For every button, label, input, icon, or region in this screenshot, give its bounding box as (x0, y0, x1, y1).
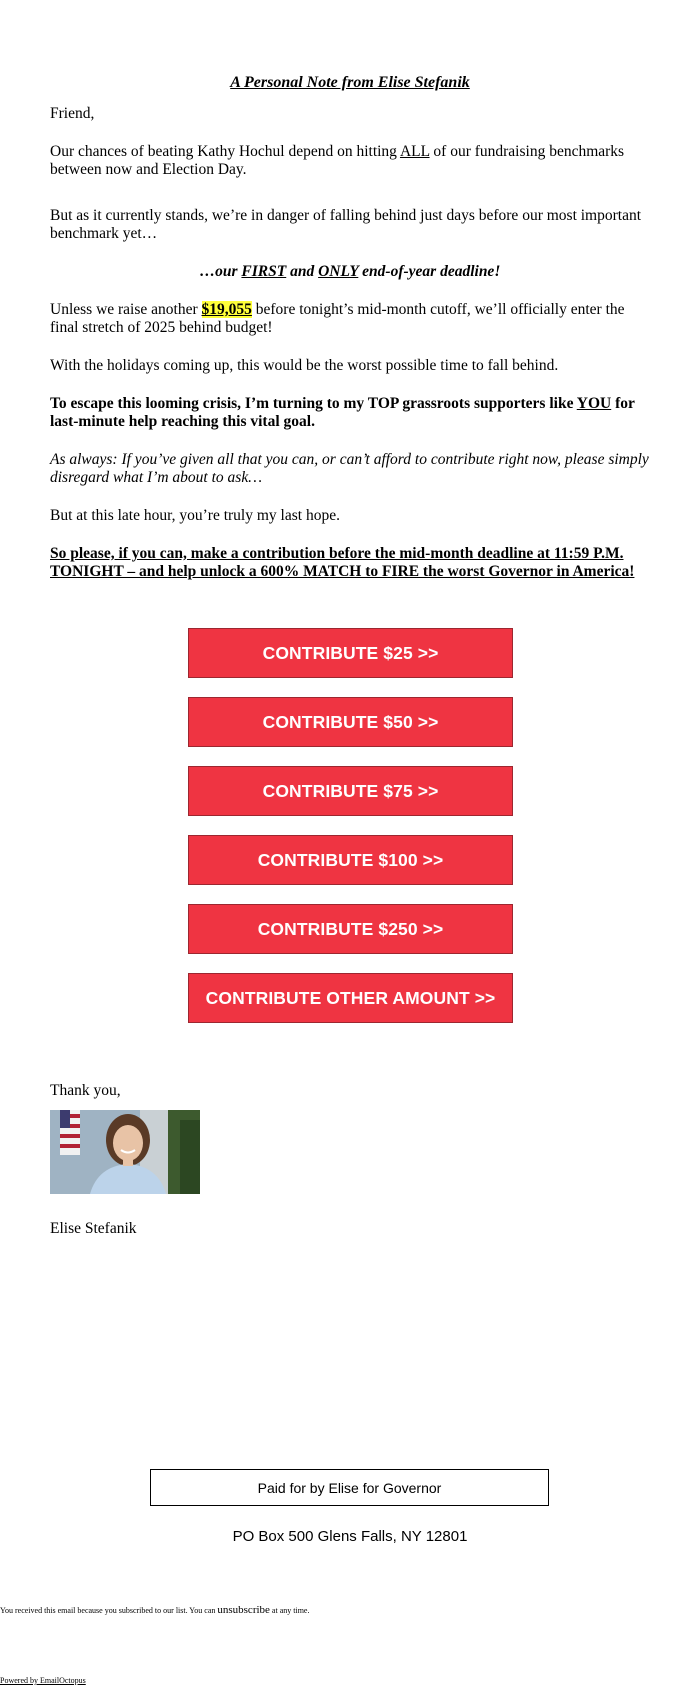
paragraph-7: As always: If you’ve given all that you can, or can’t afford to contribute right now, please simply disregard what I’m about to ask… (50, 451, 649, 486)
contribute-75-button[interactable]: CONTRIBUTE $75 >> (188, 766, 513, 816)
paragraph-8: But at this late hour, you’re truly my last hope. (50, 507, 340, 524)
contribute-100-button[interactable]: CONTRIBUTE $100 >> (188, 835, 513, 885)
paragraph-4: Unless we raise another $19,055 before tonight’s mid-month cutoff, we’ll officially enter the final stretch of 2025 behind budget! (50, 301, 625, 336)
mailing-address: PO Box 500 Glens Falls, NY 12801 (232, 1528, 468, 1545)
greeting: Friend, (50, 105, 95, 122)
subscription-notice: You received this email because you subscribed to our list. You can unsubscribe at any time. (0, 1604, 310, 1616)
paragraph-6: To escape this looming crisis, I’m turning to my TOP grassroots supporters like YOU for last-minute help reaching this vital goal. (50, 395, 635, 430)
paragraph-3: …our FIRST and ONLY end-of-year deadline! (199, 263, 501, 280)
contribute-250-button[interactable]: CONTRIBUTE $250 >> (188, 904, 513, 954)
emphasis-all: ALL (399, 143, 430, 160)
portrait-image (50, 1110, 200, 1194)
paragraph-5: With the holidays coming up, this would be the worst possible time to fall behind. (50, 357, 559, 374)
paid-for-disclaimer: Paid for by Elise for Governor (150, 1469, 549, 1506)
contribute-50-button[interactable]: CONTRIBUTE $50 >> (188, 697, 513, 747)
signature-photo (50, 1110, 200, 1194)
paragraph-9: So please, if you can, make a contribution before the mid-month deadline at 11:59 P.M. TONIGHT – and help unlock a 600% MATCH to FIRE the worst Governor in America! (50, 545, 635, 580)
paragraph-1: Our chances of beating Kathy Hochul depend on hitting ALL of our fundraising benchmarks between now and Election Day. (50, 143, 625, 178)
contribute-25-button[interactable]: CONTRIBUTE $25 >> (188, 628, 513, 678)
contribute-other-amount-button[interactable]: CONTRIBUTE OTHER AMOUNT >> (188, 973, 513, 1023)
email-title: A Personal Note from Elise Stefanik (230, 74, 470, 91)
powered-by-link[interactable]: Powered by EmailOctopus (0, 1676, 86, 1685)
signoff: Thank you, (50, 1082, 121, 1099)
unsubscribe-link[interactable]: unsubscribe (217, 1604, 270, 1616)
paragraph-2: But as it currently stands, we’re in danger of falling behind just days before our most important benchmark yet… (50, 207, 642, 242)
signature-name: Elise Stefanik (50, 1220, 137, 1237)
highlighted-amount: $19,055 (201, 301, 252, 318)
